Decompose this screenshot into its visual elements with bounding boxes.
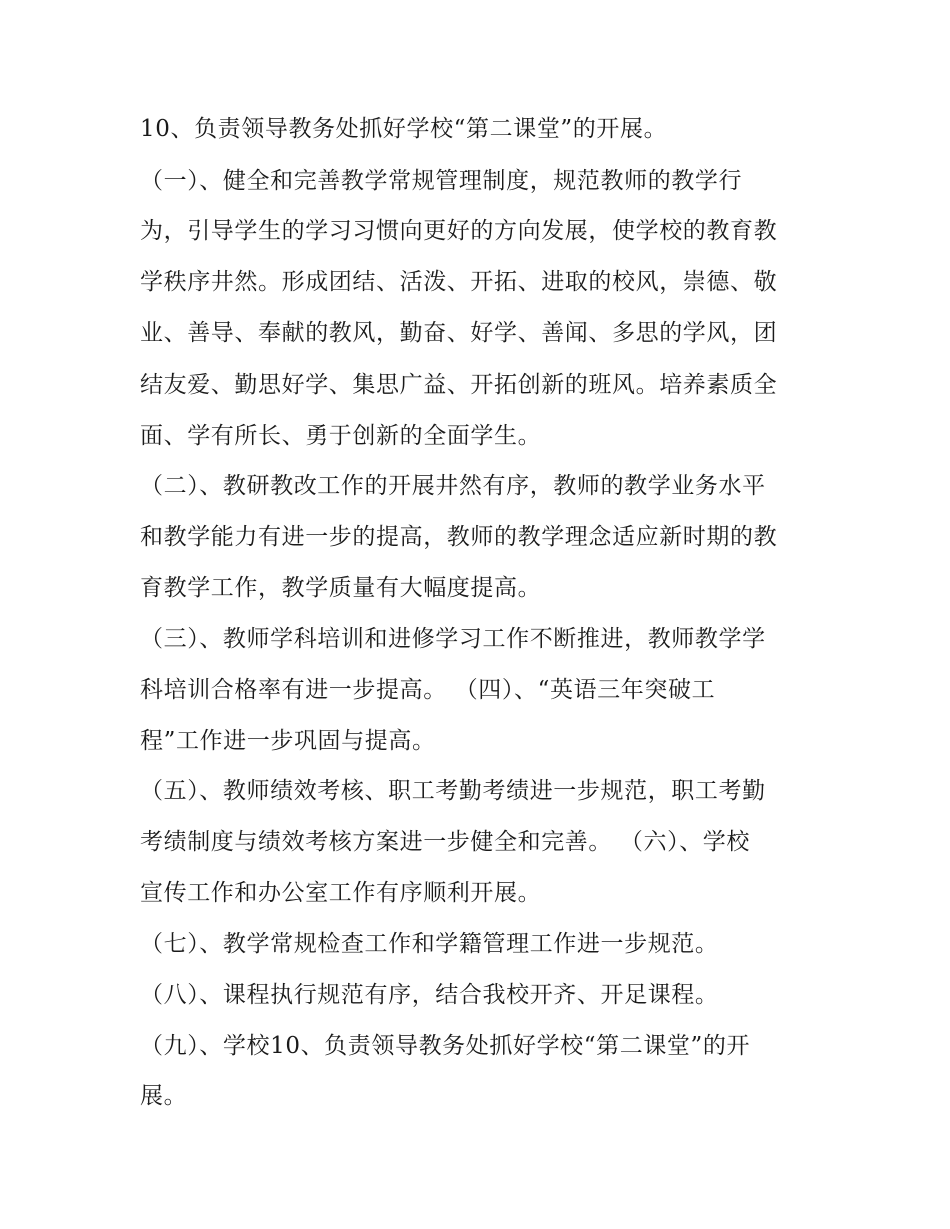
text-line-20: 展。 [140,1083,188,1109]
text-line-8: （二）、教研教改工作的开展井然有序，教师的教学业务水平 [140,473,766,499]
text-line-3: 为，引导学生的学习习惯向更好的方向发展，使学校的教育教 [140,218,778,244]
text-line-18: （八）、课程执行规范有序，结合我校开齐、开足课程。 [140,982,719,1008]
text-line-6: 结友爱、勤思好学、集思广益、开拓创新的班风。培养素质全 [140,372,778,398]
text-line-14: （五）、教师绩效考核、职工考勤考绩进一步规范，职工考勤 [140,778,766,804]
text-line-9: 和教学能力有进一步的提高，教师的教学理念适应新时期的教 [140,524,778,550]
text-line-4: 学秩序井然。形成团结、活泼、开拓、进取的校风，崇德、敬 [140,269,778,295]
text-line-15: 考绩制度与绩效考核方案进一步健全和完善。 （六）、学校 [140,829,751,855]
text-line-5: 业、善导、奉献的教风，勤奋、好学、善闻、多思的学风，团 [140,320,778,346]
text-line-16: 宣传工作和办公室工作有序顺利开展。 [140,880,542,906]
text-line-11: （三）、教师学科培训和进修学习工作不断推进，教师教学学 [140,626,766,652]
text-line-17: （七）、教学常规检查工作和学籍管理工作进一步规范。 [140,931,719,957]
text-line-10: 育教学工作，教学质量有大幅度提高。 [140,575,542,601]
text-line-13: 程”工作进一步巩固与提高。 [140,728,436,754]
text-line-1: 10、负责领导教务处抓好学校“第二课堂”的开展。 [140,116,668,142]
text-line-12: 科培训合格率有进一步提高。 （四）、“英语三年突破工 [140,677,716,703]
text-line-7: 面、学有所长、勇于创新的全面学生。 [140,423,542,449]
text-line-2: （一）、健全和完善教学常规管理制度，规范教师的教学行 [140,168,743,194]
text-line-19: （九）、学校10、负责领导教务处抓好学校“第二课堂”的开 [140,1033,751,1059]
